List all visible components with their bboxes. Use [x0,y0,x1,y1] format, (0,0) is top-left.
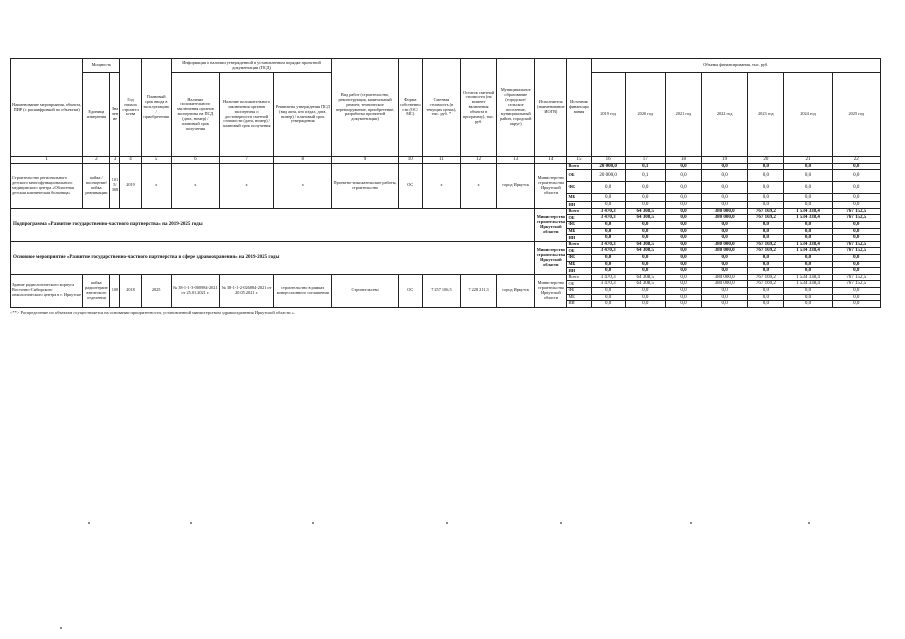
psd-requisites: строительство в рамках концессионного соглашения [274,274,332,307]
scan-speck [446,522,448,524]
column-number: 18 [665,157,701,164]
column-number: 20 [748,157,784,164]
amount-2025: 0,0 [832,287,880,294]
amount-2022: 380 000,0 [702,208,748,215]
amount-2021: 0,0 [665,294,701,301]
amount-2025: 767 152,5 [832,248,880,255]
amount-2024: 0,0 [784,182,832,194]
scan-speck [312,522,314,524]
amount-2022: 0,0 [702,182,748,194]
amount-2022: 0,0 [702,163,748,170]
ownership: ОС [398,163,422,208]
funding-source: ОБ [567,215,591,222]
amount-2020: 0,0 [625,261,665,268]
funding-source: ФБ [567,221,591,228]
amount-2023: 767 169,2 [748,274,784,281]
column-number: 7 [219,157,273,164]
amount-2023: 767 169,2 [748,248,784,255]
amount-2025: 0,0 [832,163,880,170]
amount-2020: 64 308,5 [625,241,665,248]
scan-speck [60,627,62,629]
amount-2024: 1 534 338,4 [784,215,832,222]
amount-2023: 0,0 [748,287,784,294]
amount-2023: 767 169,2 [748,241,784,248]
amount-2020: 0,0 [625,287,665,294]
work-type: Проектно-изыскательские работы, строительство [332,163,398,208]
amount-2020: 0,0 [625,228,665,235]
amount-2024: 0,0 [784,228,832,235]
amount-2019: 3 470,3 [591,215,625,222]
amount-2022: 0,0 [702,194,748,202]
header-col-12: Остаток сметной стоимости (на момент включения объекта в программу), тыс. руб. [460,59,496,157]
column-number: 1 [11,157,83,164]
amount-2024: 0,0 [784,301,832,308]
table-row [11,208,881,215]
amount-2025: 0,0 [832,228,880,235]
amount-2024: 0,0 [784,194,832,202]
amount-2021: 0,0 [665,235,701,242]
amount-2025: 0,0 [832,268,880,275]
amount-2023: 0,0 [748,182,784,194]
amount-2020: 64 308,5 [625,281,665,288]
amount-2020: 64 308,5 [625,215,665,222]
header-psd-group: Информация о наличии утвержденной в установленном порядке проектной документации (ПСД) [171,59,332,73]
amount-2025: 0,0 [832,202,880,209]
executor: Министерство строительства Иркутской области [535,241,567,274]
funding-source: ОБ [567,281,591,288]
amount-2021: 0,0 [665,287,701,294]
amount-2019: 0,0 [591,182,625,194]
amount-2025: 0,0 [832,182,880,194]
scan-speck [690,522,692,524]
amount-2022: 0,0 [702,268,748,275]
header-year-2023: 2023 год [748,73,784,157]
amount-2022: 0,0 [702,202,748,209]
amount-2023: 0,0 [748,228,784,235]
amount-2019: 0,0 [591,287,625,294]
header-col-6: Наличие положительного заключения органов экспертизы на ПСД (дата, номер) / плановый срок получения [171,73,219,157]
amount-2020: 0,0 [625,194,665,202]
amount-2024: 1 534 338,4 [784,208,832,215]
amount-2021: 0,0 [665,248,701,255]
amount-2025: 0,0 [832,221,880,228]
amount-2022: 0,0 [702,235,748,242]
amount-2023: 0,0 [748,163,784,170]
funding-source: ИИ [567,235,591,242]
amount-2025: 0,0 [832,254,880,261]
amount-2019: 3 470,3 [591,248,625,255]
amount-2022: 0,0 [702,294,748,301]
header-year-2020: 2020 год [625,73,665,157]
scan-speck [88,522,90,524]
amount-2019: 0,0 [591,268,625,275]
amount-2020: 0,0 [625,235,665,242]
amount-2024: 0,0 [784,235,832,242]
amount-2025: 0,0 [832,194,880,202]
amount-2020: 64 308,5 [625,208,665,215]
amount-2022: 380 000,0 [702,274,748,281]
header-col-14: Исполнитель (наименование ИОГВ) [535,59,567,157]
amount-2024: 0,0 [784,221,832,228]
amount-2022: 380 000,0 [702,281,748,288]
start-year: 2019 [120,163,141,208]
funding-source: МБ [567,194,591,202]
amount-2019: 20 000,0 [591,170,625,182]
amount-2022: 0,0 [702,301,748,308]
funding-source: ИИ [567,268,591,275]
amount-2024: 0,0 [784,254,832,261]
amount-2023: 0,0 [748,221,784,228]
amount-2024: 0,0 [784,268,832,275]
column-number: 6 [171,157,219,164]
object-name: Строительство регионального детского многофункционального медицинского центра «Областная детская клиническая больница» [11,163,83,208]
amount-2024: 1 534 338,4 [784,274,832,281]
column-number: 10 [398,157,422,164]
funding-source: ОБ [567,170,591,182]
funding-source: ФБ [567,182,591,194]
amount-2019: 20 000,0 [591,163,625,170]
amount-2020: 0,0 [625,202,665,209]
amount-2025: 0,0 [832,261,880,268]
amount-2023: 0,0 [748,301,784,308]
header-col-8: Реквизиты утверждения ПСД (вид акта, кто издал, дата, номер) / плановый срок утверждения [274,73,332,157]
column-number: 9 [332,157,398,164]
object-name: Здание радиологического корпуса Восточно-Сибирского онкологического центра в г. Иркутске [11,274,83,307]
column-number: 21 [784,157,832,164]
column-number-row [11,157,881,164]
power-value: 100 [110,274,120,307]
amount-2025: 767 152,5 [832,281,880,288]
header-col-4: Год начала строительства [120,59,141,157]
column-number: 22 [832,157,880,164]
amount-2025: 0,0 [832,294,880,301]
amount-2021: 0,0 [665,254,701,261]
amount-2021: 0,0 [665,274,701,281]
header-col-5: Плановый срок ввода в эксплуатацию / приобретения [141,59,171,157]
executor: Министерство строительства Иркутской области [535,208,567,241]
amount-2021: 0,0 [665,208,701,215]
amount-2024: 0,0 [784,170,832,182]
plan-date: х [141,163,171,208]
column-number: 11 [422,157,460,164]
expertise-psd: х [171,163,219,208]
amount-2021: 0,0 [665,228,701,235]
cost-remainder: 7 228 211,3 [460,274,496,307]
funding-source: МБ [567,294,591,301]
amount-2023: 0,0 [748,202,784,209]
power-value: 1015/ 308 [110,163,120,208]
estimated-cost: 7 257 106,5 [422,274,460,307]
amount-2025: 0,0 [832,170,880,182]
amount-2021: 0,0 [665,301,701,308]
plan-date: 2025 [141,274,171,307]
scan-speck [808,522,810,524]
amount-2020: 0,1 [625,170,665,182]
column-number: 15 [567,157,591,164]
table-row [11,241,881,248]
header-year-2022: 2022 год [702,73,748,157]
amount-2025: 767 152,5 [832,241,880,248]
amount-2022: 0,0 [702,287,748,294]
amount-2022: 0,0 [702,170,748,182]
column-number: 12 [460,157,496,164]
scan-speck [190,522,192,524]
expertise-cost: № 38-1-1-2-026884-2021 от 20.05.2021 г. [219,274,273,307]
header-year-2021: 2021 год [665,73,701,157]
header-year-2019: 2019 год [591,73,625,157]
funding-source: МБ [567,261,591,268]
header-col-10: Форма собственности (ОС/МС) [398,59,422,157]
funding-source: Всего [567,274,591,281]
amount-2021: 0,0 [665,170,701,182]
municipality: город Иркутск [497,274,535,307]
amount-2022: 0,0 [702,254,748,261]
amount-2020: 0,1 [625,163,665,170]
column-number: 5 [141,157,171,164]
column-number: 14 [535,157,567,164]
amount-2022: 380 000,0 [702,248,748,255]
psd-requisites: х [274,163,332,208]
amount-2020: 0,0 [625,182,665,194]
amount-2020: 0,0 [625,294,665,301]
amount-2019: 3 470,3 [591,241,625,248]
footnote: <**> Распределение по объектам осуществляется на основании приоритетности, установленной министерством здравоохранения Иркутской области.». [10,310,295,315]
amount-2024: 0,0 [784,261,832,268]
municipality: город Иркутск [497,163,535,208]
amount-2021: 0,0 [665,281,701,288]
amount-2021: 0,0 [665,241,701,248]
executor: Министерство строительства Иркутской области [535,274,567,307]
amount-2023: 0,0 [748,294,784,301]
amount-2019: 0,0 [591,235,625,242]
header-col-15: Источник финансирования [567,59,591,157]
amount-2022: 380 000,0 [702,215,748,222]
funding-source: ФБ [567,287,591,294]
amount-2022: 380 000,0 [702,241,748,248]
amount-2023: 767 169,2 [748,208,784,215]
amount-2021: 0,0 [665,221,701,228]
amount-2023: 767 169,2 [748,215,784,222]
amount-2019: 0,0 [591,221,625,228]
start-year: 2018 [120,274,141,307]
amount-2019: 3 470,3 [591,208,625,215]
header-year-2025: 2025 год [832,73,880,157]
amount-2024: 0,0 [784,202,832,209]
ownership: ОС [398,274,422,307]
amount-2024: 1 534 338,4 [784,281,832,288]
amount-2019: 0,0 [591,294,625,301]
amount-2019: 0,0 [591,194,625,202]
funding-source: Всего [567,208,591,215]
amount-2023: 0,0 [748,235,784,242]
amount-2023: 0,0 [748,170,784,182]
amount-2019: 3 470,3 [591,281,625,288]
financing-table [10,58,881,308]
header-col-9: Вид работ (строительство, реконструкция, капитальный ремонт, техническое перевооружение, приобретение, разработка проектной документации) [332,59,398,157]
column-number: 13 [497,157,535,164]
expertise-cost: х [219,163,273,208]
amount-2023: 0,0 [748,254,784,261]
power-unit: койка / посещение/ койка реанимации [83,163,110,208]
amount-2025: 767 152,5 [832,208,880,215]
amount-2020: 0,0 [625,254,665,261]
power-unit: койка радиотерапевтического отделения [83,274,110,307]
amount-2024: 0,0 [784,294,832,301]
amount-2019: 0,0 [591,254,625,261]
amount-2021: 0,0 [665,268,701,275]
amount-2022: 0,0 [702,228,748,235]
amount-2023: 0,0 [748,261,784,268]
table-row [11,163,881,170]
scan-speck [560,522,562,524]
amount-2024: 0,0 [784,163,832,170]
funding-source: ИИ [567,301,591,308]
amount-2021: 0,0 [665,202,701,209]
header-col-1: Наименование мероприятия, объекта, ПИР (с расшифровкой по объектам) [11,59,83,157]
header-year-2024: 2024 год [784,73,832,157]
amount-2021: 0,0 [665,182,701,194]
amount-2019: 0,0 [591,228,625,235]
amount-2023: 0,0 [748,268,784,275]
amount-2021: 0,0 [665,194,701,202]
header-financing-group: Объемы финансирования, тыс. руб. [591,59,880,73]
amount-2019: 0,0 [591,261,625,268]
column-number: 3 [110,157,120,164]
amount-2025: 0,0 [832,301,880,308]
header-col-11: Сметная стоимость (в текущих ценах), тыс. руб. * [422,59,460,157]
funding-source: ИИ [567,202,591,209]
amount-2020: 64 308,5 [625,274,665,281]
amount-2022: 0,0 [702,221,748,228]
amount-2025: 767 152,5 [832,274,880,281]
funding-source: ОБ [567,248,591,255]
estimated-cost: х [422,163,460,208]
amount-2021: 0,0 [665,261,701,268]
amount-2019: 0,0 [591,202,625,209]
funding-source: Всего [567,163,591,170]
funding-source: ФБ [567,254,591,261]
amount-2019: 3 470,3 [591,274,625,281]
amount-2024: 1 534 338,4 [784,241,832,248]
amount-2022: 0,0 [702,261,748,268]
main-activity-title: Основное мероприятие «Развитие государственно-частного партнерства в сфере здравоохранения» на 2019-2025 годы [11,241,535,274]
amount-2020: 64 308,5 [625,248,665,255]
amount-2024: 0,0 [784,287,832,294]
funding-source: МБ [567,228,591,235]
column-number: 17 [625,157,665,164]
work-type: Строительство [332,274,398,307]
cost-remainder: х [460,163,496,208]
amount-2023: 0,0 [748,194,784,202]
amount-2024: 1 534 338,4 [784,248,832,255]
executor: Министерство строительства Иркутской области [535,163,567,208]
table-row [11,274,881,281]
funding-source: Всего [567,241,591,248]
amount-2021: 0,0 [665,215,701,222]
header-col-3: Значение [110,73,120,157]
column-number: 2 [83,157,110,164]
header-col-13: Муниципальное образование (городское/сельское поселение, муниципальный район, городской округ) [497,59,535,157]
amount-2019: 0,0 [591,301,625,308]
header-col-2: Единица измерения [83,73,110,157]
subprogram-title: Подпрограмма «Развитие государственно-частного партнерства» на 2019-2025 годы [11,208,535,241]
header-col-7: Наличие положительного заключения органов экспертизы о достоверности сметной стоимости (дата, номер) / плановый срок получения [219,73,273,157]
amount-2020: 0,0 [625,301,665,308]
column-number: 8 [274,157,332,164]
column-number: 4 [120,157,141,164]
column-number: 16 [591,157,625,164]
amount-2025: 0,0 [832,235,880,242]
amount-2020: 0,0 [625,268,665,275]
amount-2023: 767 169,2 [748,281,784,288]
amount-2025: 767 152,5 [832,215,880,222]
amount-2020: 0,0 [625,221,665,228]
amount-2021: 0,0 [665,163,701,170]
column-number: 19 [702,157,748,164]
header-power: Мощность [83,59,120,73]
expertise-psd: № 38-1-1-3-000984-2021 от 25.01.2021 г. [171,274,219,307]
